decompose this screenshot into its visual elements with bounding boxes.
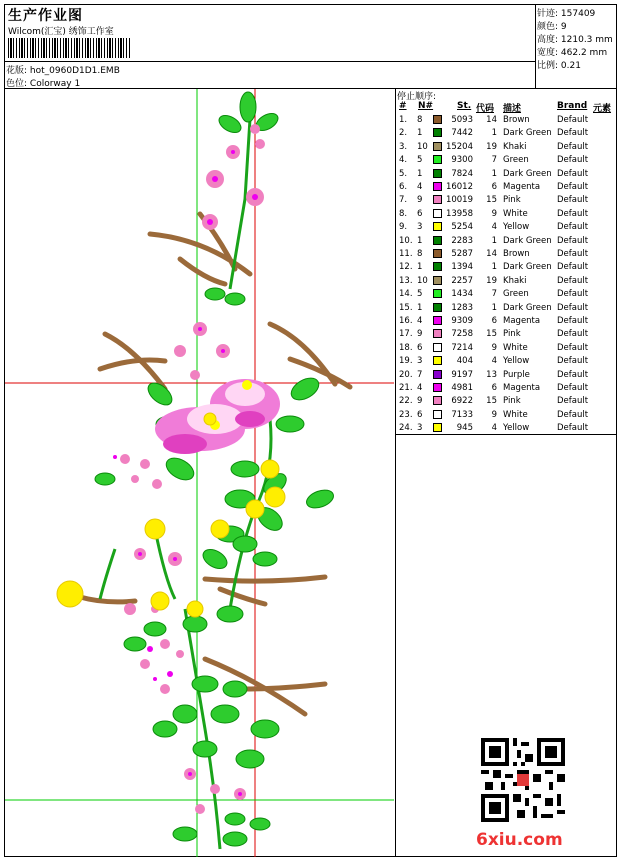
row-desc: Brown (503, 115, 530, 125)
row-st: 9197 (451, 369, 473, 380)
row-desc: White (503, 342, 528, 353)
color-swatch (433, 236, 442, 245)
stat-label: 比例: (537, 61, 559, 71)
row-desc: Dark Green (503, 168, 552, 179)
stat-stitches (537, 6, 595, 19)
color-swatch (433, 396, 442, 405)
row-desc: Khaki (503, 275, 527, 286)
row-st: 15204 (445, 141, 473, 152)
row-desc: Pink (503, 329, 521, 340)
stat-label: 颜色: (537, 22, 559, 32)
row-st: 7824 (451, 168, 473, 179)
color-swatch (433, 155, 442, 164)
color-swatch (433, 370, 442, 379)
row-n: 9 (417, 396, 423, 407)
qr-code (481, 738, 565, 822)
row-n: 8 (417, 115, 423, 125)
stat-label: 宽度: (537, 48, 559, 58)
col-num: # (399, 101, 407, 111)
color-swatch (433, 356, 442, 365)
row-brand: Default (557, 329, 589, 340)
table-row (397, 315, 617, 328)
row-brand: Default (557, 289, 589, 300)
row-code: 9 (491, 409, 497, 420)
row-n: 9 (417, 195, 423, 206)
row-st: 13958 (445, 208, 473, 219)
table-row (397, 355, 617, 368)
row-num: 20. (399, 369, 413, 380)
row-brand: Default (557, 182, 589, 192)
row-code: 13 (486, 369, 497, 380)
row-st: 4981 (451, 383, 473, 393)
stat-value: 462.2 mm (560, 48, 608, 58)
row-st: 5093 (451, 115, 473, 125)
row-desc: Dark Green (503, 302, 552, 313)
row-num: 18. (399, 342, 413, 353)
stat-height (537, 32, 613, 45)
row-n: 1 (417, 128, 423, 139)
row-num: 15. (399, 302, 413, 313)
row-brand: Default (557, 409, 589, 420)
row-code: 9 (491, 342, 497, 353)
row-desc: White (503, 409, 528, 420)
row-num: 16. (399, 316, 413, 326)
row-num: 24. (399, 423, 413, 434)
row-brand: Default (557, 235, 589, 246)
color-swatch (433, 128, 442, 137)
table-row (397, 248, 617, 261)
color-swatch (433, 209, 442, 218)
row-st: 10019 (445, 195, 473, 206)
col-code: 代码 (476, 104, 495, 114)
table-row (397, 275, 617, 288)
table-row (397, 114, 617, 127)
stat-value: 1210.3 mm (560, 35, 613, 45)
row-desc: White (503, 208, 528, 219)
leaves (95, 92, 336, 846)
table-row (397, 302, 617, 315)
table-row (397, 288, 617, 301)
stems (100, 119, 271, 849)
stat-label: 高度: (537, 35, 559, 45)
row-num: 19. (399, 356, 413, 367)
table-row (397, 382, 617, 395)
row-desc: Magenta (503, 182, 541, 192)
row-num: 1. (399, 115, 408, 125)
row-n: 3 (417, 423, 423, 434)
table-row (397, 261, 617, 274)
row-desc: Purple (503, 369, 530, 380)
row-num: 23. (399, 409, 413, 420)
stop-sequence-title: 停止顺序: (397, 92, 437, 102)
row-brand: Default (557, 155, 589, 166)
colorway-value: Colorway 1 (29, 79, 81, 89)
row-num: 10. (399, 235, 413, 246)
color-swatch (433, 303, 442, 312)
color-swatch (433, 410, 442, 419)
row-code: 4 (491, 222, 497, 233)
row-code: 14 (486, 249, 497, 259)
row-st: 2283 (451, 235, 473, 246)
row-n: 10 (417, 141, 428, 152)
row-code: 19 (486, 141, 497, 152)
stat-value: 0.21 (560, 61, 581, 71)
color-swatch (433, 249, 442, 258)
row-st: 945 (456, 423, 473, 434)
site-logo: 6xiu.com (476, 830, 563, 850)
row-st: 5287 (451, 249, 473, 259)
col-n: N# (418, 101, 434, 111)
row-brand: Default (557, 356, 589, 367)
embroidery-preview (5, 89, 394, 857)
row-n: 6 (417, 208, 423, 219)
row-code: 15 (486, 195, 497, 206)
table-row (397, 208, 617, 221)
row-n: 1 (417, 168, 423, 179)
table-row (397, 194, 617, 207)
row-st: 1434 (451, 289, 473, 300)
row-n: 1 (417, 235, 423, 246)
row-code: 4 (491, 356, 497, 367)
design-file-label: 花版: (6, 66, 28, 76)
table-row (397, 181, 617, 194)
row-num: 22. (399, 396, 413, 407)
row-n: 5 (417, 289, 423, 300)
row-code: 15 (486, 329, 497, 340)
page-title: 生产作业图 (8, 8, 83, 24)
row-desc: Green (503, 289, 529, 300)
row-n: 4 (417, 182, 423, 192)
table-row (397, 422, 617, 435)
table-row (397, 342, 617, 355)
row-n: 9 (417, 329, 423, 340)
row-num: 7. (399, 195, 408, 206)
row-brand: Default (557, 396, 589, 407)
table-row (397, 168, 617, 181)
row-brand: Default (557, 369, 589, 380)
row-n: 4 (417, 316, 423, 326)
row-n: 3 (417, 356, 423, 367)
stat-value: 157409 (560, 9, 596, 19)
row-brand: Default (557, 383, 589, 393)
design-file-value: hot_0960D1D1.EMB (29, 66, 120, 76)
table-row (397, 221, 617, 234)
row-code: 9 (491, 208, 497, 219)
col-brand: Brand (557, 101, 588, 111)
row-n: 8 (417, 249, 423, 259)
row-brand: Default (557, 302, 589, 313)
row-num: 8. (399, 208, 408, 219)
color-swatch (433, 343, 442, 352)
colorway-row (6, 76, 80, 89)
row-desc: Yellow (503, 423, 530, 434)
row-st: 2257 (451, 275, 473, 286)
table-row (397, 127, 617, 140)
row-st: 7133 (451, 409, 473, 420)
row-brand: Default (557, 262, 589, 273)
company-name: Wilcom(汇宝) 绣饰工作室 (8, 27, 114, 37)
row-code: 4 (491, 423, 497, 434)
color-swatch (433, 276, 442, 285)
table-row (397, 154, 617, 167)
row-num: 3. (399, 141, 408, 152)
row-code: 14 (486, 115, 497, 125)
row-brand: Default (557, 249, 589, 259)
table-row (397, 369, 617, 382)
row-num: 11. (399, 249, 413, 259)
row-n: 7 (417, 369, 423, 380)
col-element: 元素 (593, 104, 612, 114)
color-swatch (433, 142, 442, 151)
color-swatch (433, 423, 442, 432)
row-code: 1 (491, 302, 497, 313)
row-num: 9. (399, 222, 408, 233)
color-swatch (433, 289, 442, 298)
row-code: 7 (491, 155, 497, 166)
row-desc: Magenta (503, 316, 541, 326)
row-code: 1 (491, 128, 497, 139)
color-swatch (433, 329, 442, 338)
row-n: 1 (417, 262, 423, 273)
row-code: 15 (486, 396, 497, 407)
row-brand: Default (557, 222, 589, 233)
table-row (397, 328, 617, 341)
header-divider (4, 61, 535, 62)
color-swatch (433, 182, 442, 191)
row-n: 6 (417, 342, 423, 353)
row-n: 5 (417, 155, 423, 166)
row-desc: Dark Green (503, 235, 552, 246)
row-st: 9309 (451, 316, 473, 326)
row-desc: Yellow (503, 222, 530, 233)
stat-value: 9 (560, 22, 567, 32)
stat-label: 针迹: (537, 9, 559, 19)
row-st: 7214 (451, 342, 473, 353)
row-st: 404 (456, 356, 473, 367)
row-code: 1 (491, 168, 497, 179)
row-brand: Default (557, 208, 589, 219)
row-num: 5. (399, 168, 408, 179)
stat-scale (537, 58, 581, 71)
row-desc: Dark Green (503, 128, 552, 139)
row-st: 7442 (451, 128, 473, 139)
table-row (397, 395, 617, 408)
color-swatch (433, 195, 442, 204)
color-swatch (433, 383, 442, 392)
stats-divider (535, 4, 536, 88)
row-code: 6 (491, 383, 497, 393)
row-code: 19 (486, 275, 497, 286)
table-row (397, 235, 617, 248)
row-st: 16012 (445, 182, 473, 192)
color-swatch (433, 262, 442, 271)
table-row (397, 141, 617, 154)
row-brand: Default (557, 195, 589, 206)
col-desc: 描述 (503, 104, 522, 114)
row-brand: Default (557, 423, 589, 434)
row-brand: Default (557, 115, 589, 125)
row-desc: Khaki (503, 141, 527, 152)
row-code: 1 (491, 235, 497, 246)
row-num: 4. (399, 155, 408, 166)
row-desc: Dark Green (503, 262, 552, 273)
row-st: 9300 (451, 155, 473, 166)
color-swatch (433, 169, 442, 178)
row-brand: Default (557, 342, 589, 353)
row-st: 6922 (451, 396, 473, 407)
row-num: 17. (399, 329, 413, 340)
col-st: St. (457, 101, 472, 111)
row-brand: Default (557, 168, 589, 179)
row-code: 7 (491, 289, 497, 300)
peony-flower (155, 379, 280, 454)
design-divider (395, 88, 396, 857)
row-desc: Pink (503, 396, 521, 407)
row-code: 6 (491, 182, 497, 192)
row-st: 7258 (451, 329, 473, 340)
row-code: 1 (491, 262, 497, 273)
row-n: 6 (417, 409, 423, 420)
row-num: 13. (399, 275, 413, 286)
color-swatch (433, 316, 442, 325)
row-st: 1394 (451, 262, 473, 273)
design-file-row (6, 63, 120, 76)
row-num: 12. (399, 262, 413, 273)
row-desc: Brown (503, 249, 530, 259)
row-brand: Default (557, 316, 589, 326)
row-n: 3 (417, 222, 423, 233)
row-brand: Default (557, 275, 589, 286)
row-st: 5254 (451, 222, 473, 233)
row-num: 21. (399, 383, 413, 393)
stat-colors (537, 19, 567, 32)
row-n: 1 (417, 302, 423, 313)
row-brand: Default (557, 141, 589, 152)
colorway-label: 色位: (6, 79, 28, 89)
row-num: 2. (399, 128, 408, 139)
row-desc: Pink (503, 195, 521, 206)
row-desc: Yellow (503, 356, 530, 367)
color-swatch (433, 115, 442, 124)
barcode (8, 38, 130, 58)
row-num: 14. (399, 289, 413, 300)
row-n: 10 (417, 275, 428, 286)
row-n: 4 (417, 383, 423, 393)
row-code: 6 (491, 316, 497, 326)
color-swatch (433, 222, 442, 231)
row-desc: Magenta (503, 383, 541, 393)
row-desc: Green (503, 155, 529, 166)
row-num: 6. (399, 182, 408, 192)
stat-width (537, 45, 607, 58)
table-row (397, 409, 617, 422)
row-st: 1283 (451, 302, 473, 313)
embroidery-artwork (5, 89, 394, 857)
row-brand: Default (557, 128, 589, 139)
